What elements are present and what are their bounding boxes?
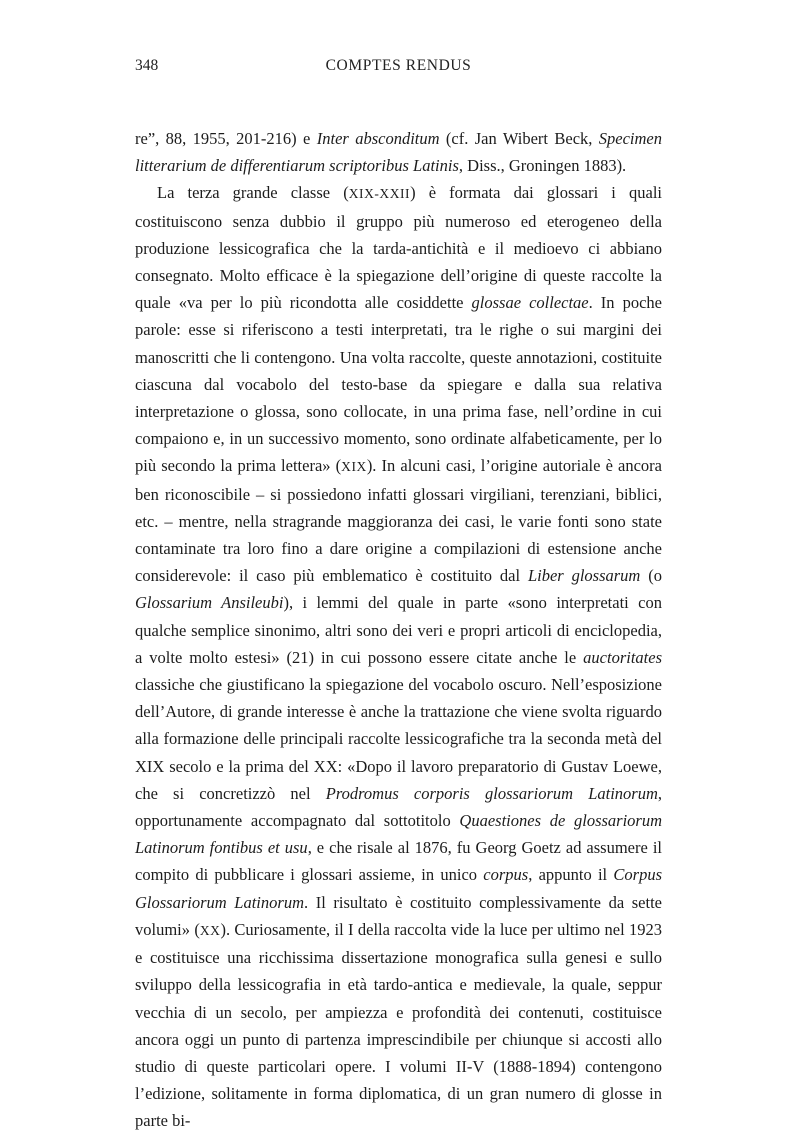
paragraph xyxy=(135,125,662,179)
italic-run: Corpus Glossariorum Latinorum xyxy=(135,865,663,912)
text-run: re”, 88, 1955, 201-216) e xyxy=(135,129,317,148)
text-run: ), i lemmi del quale in parte «sono interpretati con qualche semplice sinonimo, altri sono dei veri e propri articoli di enciclopedia, a volte molto estesi» (21) in cui possono essere citate anche le xyxy=(135,593,662,667)
italic-run: Liber glossarum xyxy=(527,566,641,586)
text-run: La terza grande classe ( xyxy=(157,183,349,203)
running-head xyxy=(135,57,662,77)
smallcaps-run: XIX xyxy=(341,459,367,475)
italic-run: Prodromus corporis glossariorum Latinorum xyxy=(325,783,658,803)
page-number: 348 xyxy=(135,57,159,74)
italic-run: Specimen litterarium de differentiarum scriptoribus Latinis xyxy=(135,129,663,176)
paragraph xyxy=(135,179,662,1131)
text-run: , Diss., Groningen 1883). xyxy=(458,156,627,176)
text-run: , opportunamente accompagnato dal sottotitolo xyxy=(135,783,662,831)
text-run: ) è formata dai glossari i quali costituiscono senza dubbio il gruppo più numeroso ed eterogeneo della produzione lessicografica che la tarda-antichità e il medioevo ci abbiano consegnato. Molto efficace è la spiegazione dell’origine di queste raccolte la quale «va per lo più ricondotta alle cosiddette xyxy=(135,183,662,313)
italic-run: corpus xyxy=(483,865,529,885)
smallcaps-run: XX xyxy=(199,922,221,938)
text-run: classiche che giustificano la spiegazione del vocabolo oscuro. Nell’esposizione dell’Autore, di grande interesse è anche la trattazione che viene svolta riguardo alla formazione delle principali raccolte lessicografiche tra la seconda metà del XIX secolo e la prima del XX: «Dopo il lavoro preparatorio di Gustav Loewe, che si concretizzò nel xyxy=(135,675,662,803)
italic-run: glossae collectae xyxy=(471,293,589,313)
text-run: ). Curiosamente, il I della raccolta vide la luce per ultimo nel 1923 e costituisce una ricchissima dissertazione monografica sulla genesi e sullo sviluppo della lessicografia in età tardo-antica e medievale, la quale, seppur vecchia di un secolo, per ampiezza e profondità dei contenuti, costituisce ancora oggi un punto di partenza imprescindibile per chiunque si accosti allo studio di queste particolari opere. I volumi II-V (1888-1894) contengono l’edizione, solitamente in forma diplomatica, di un gran numero di glosse in parte bi- xyxy=(135,919,662,1131)
text-run: . Il risultato è costituito complessivamente da sette volumi» ( xyxy=(135,892,662,939)
text-run: (o xyxy=(640,566,662,586)
text-run: , e che risale al 1876, fu Georg Goetz ad assumere il compito di pubblicare i glossari assieme, in unico xyxy=(135,838,662,885)
italic-run: auctoritates xyxy=(583,647,662,667)
italic-run: Inter absconditum xyxy=(316,129,440,148)
text-run: (cf. Jan Wibert Beck, xyxy=(439,129,599,148)
text-run: , appunto il xyxy=(528,865,614,885)
smallcaps-run: XIX-XXII xyxy=(348,186,411,202)
running-header-title: COMPTES RENDUS xyxy=(325,57,472,74)
italic-run: Quaestiones de glossariorum Latinorum fontibus et usu xyxy=(135,811,662,858)
text-block xyxy=(135,125,662,1131)
italic-run: Glossarium Ansileubi xyxy=(135,593,284,613)
text-run: ). In alcuni casi, l’origine autoriale è ancora ben riconoscibile – si possiedono infatti glossari virgiliani, terenziani, biblici, etc. – mentre, nella stragrande maggioranza dei casi, le varie fonti sono state contaminate tra loro fino a dare origine a compilazioni di estensione anche considerevole: il caso più emblematico è costituito dal xyxy=(135,456,662,586)
text-run: . In poche parole: esse si riferiscono a testi interpretati, tra le righe o sui margini dei manoscritti che li contengono. Una volta raccolte, queste annotazioni, costituite ciascuna dal vocabolo del testo-base da spiegare e dalla sua relativa interpretazione o glossa, sono collocate, in una prima fase, nell’ordine in cui compaiono e, in un successivo momento, sono ordinate alfabeticamente, per lo più secondo la prima lettera» ( xyxy=(135,293,662,476)
